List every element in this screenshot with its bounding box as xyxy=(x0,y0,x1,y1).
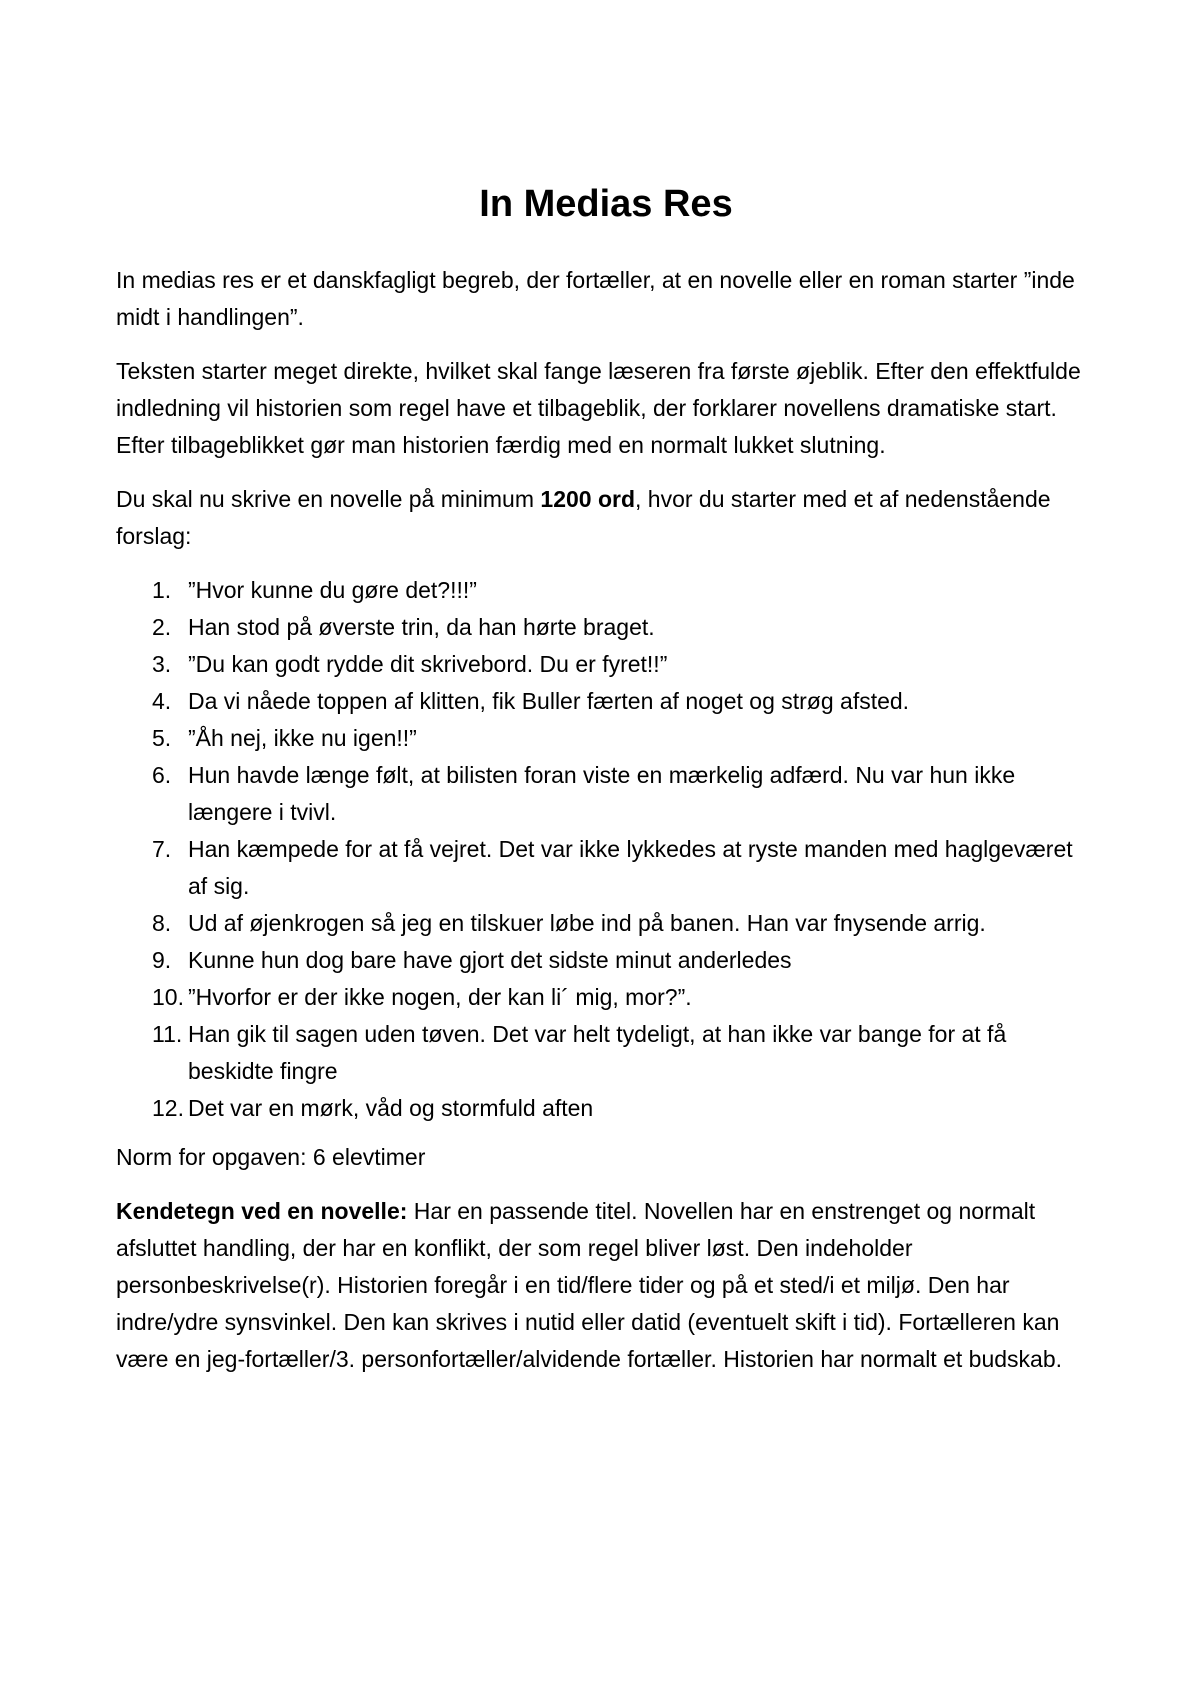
list-item-number: 11. xyxy=(152,1021,183,1047)
list-item-text: ”Du kan godt rydde dit skrivebord. Du er fyret!!” xyxy=(188,651,668,677)
list-item-number: 1. xyxy=(152,577,172,603)
list-item-text: Han stod på øverste trin, da han hørte braget. xyxy=(188,614,655,640)
list-item xyxy=(116,572,1096,609)
intro-paragraph: In medias res er et danskfagligt begreb, der fortæller, at en novelle eller en roman starter ”inde midt i handlingen”. xyxy=(116,267,1075,330)
prompt-list xyxy=(116,572,1096,1127)
list-item-number: 4. xyxy=(152,688,172,714)
list-item-text: Det var en mørk, våd og stormfuld aften xyxy=(188,1095,594,1121)
list-item xyxy=(116,905,1096,942)
page-title: In Medias Res xyxy=(479,183,733,225)
description-paragraph: Teksten starter meget direkte, hvilket skal fange læseren fra første øjeblik. Efter den effektfulde indledning vil historien som regel have et tilbageblik, der forklarer novellens dramatiske start. Efter tilbageblikket gør man historien færdig med en normalt lukket slutning. xyxy=(116,358,1081,458)
list-item-text: Ud af øjenkrogen så jeg en tilskuer løbe ind på banen. Han var fnysende arrig. xyxy=(188,910,986,936)
list-item xyxy=(116,609,1096,646)
task-paragraph xyxy=(116,481,1096,555)
list-item-text: Kunne hun dog bare have gjort det sidste minut anderledes xyxy=(188,947,792,973)
list-item-text: Han kæmpede for at få vejret. Det var ikke lykkedes at ryste manden med haglgeværet af sig. xyxy=(188,836,1073,899)
list-item xyxy=(116,942,1096,979)
list-item-text: Han gik til sagen uden tøven. Det var helt tydeligt, at han ikke var bange for at få beskidte fingre xyxy=(188,1021,1007,1084)
list-item-number: 12. xyxy=(152,1095,184,1121)
list-item xyxy=(116,1090,1096,1127)
list-item-text: ”Åh nej, ikke nu igen!!” xyxy=(188,725,417,751)
list-item-text: ”Hvorfor er der ikke nogen, der kan li´ mig, mor?”. xyxy=(188,984,692,1010)
list-item xyxy=(116,646,1096,683)
list-item-text: Da vi nåede toppen af klitten, fik Buller færten af noget og strøg afsted. xyxy=(188,688,910,714)
list-item xyxy=(116,757,1096,831)
list-item-number: 3. xyxy=(152,651,172,677)
list-item xyxy=(116,1016,1096,1090)
list-item-number: 8. xyxy=(152,910,172,936)
list-item xyxy=(116,979,1096,1016)
task-text-after: , hvor du starter med et af nedenstående forslag: xyxy=(116,486,1051,549)
features-paragraph xyxy=(116,1193,1096,1378)
list-item xyxy=(116,831,1096,905)
list-item-number: 5. xyxy=(152,725,172,751)
list-item-number: 6. xyxy=(152,762,172,788)
task-text-before: Du skal nu skrive en novelle på minimum xyxy=(116,486,541,512)
list-item-number: 10. xyxy=(152,984,184,1010)
list-item-text: ”Hvor kunne du gøre det?!!!” xyxy=(188,577,477,603)
list-item-number: 2. xyxy=(152,614,172,640)
word-count-emphasis: 1200 ord xyxy=(540,486,636,512)
norm-paragraph: Norm for opgaven: 6 elevtimer xyxy=(116,1144,426,1170)
list-item xyxy=(116,720,1096,757)
list-item-number: 9. xyxy=(152,947,172,973)
features-label: Kendetegn ved en novelle: xyxy=(116,1198,408,1224)
list-item-number: 7. xyxy=(152,836,172,862)
list-item-text: Hun havde længe følt, at bilisten foran viste en mærkelig adfærd. Nu var hun ikke længere i tvivl. xyxy=(188,762,1016,825)
document-content xyxy=(116,176,1096,1395)
features-text: Har en passende titel. Novellen har en enstrenget og normalt afsluttet handling, der har en konflikt, der som regel bliver løst. Den indeholder personbeskrivelse(r). Historien foregår i en tid/flere tider og på et sted/i et miljø. Den har indre/ydre synsvinkel. Den kan skrives i nutid eller datid (eventuelt skift i tid). Fortælleren kan være en jeg-fortæller/3. personfortæller/alvidende fortæller. Historien har normalt et budskab. xyxy=(116,1198,1062,1372)
list-item xyxy=(116,683,1096,720)
